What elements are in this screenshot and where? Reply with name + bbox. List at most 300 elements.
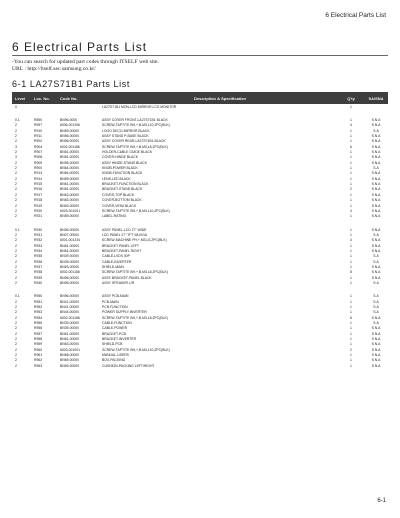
table-row bbox=[12, 139, 388, 144]
cell-code: 6002-001186 bbox=[60, 315, 80, 320]
cell-description: CABLE-INVERTER bbox=[102, 259, 132, 264]
cell-level: 3 bbox=[15, 144, 17, 149]
cell-loc: R937 bbox=[34, 264, 43, 269]
cell-description: POWER SUPPLY-INVERTER bbox=[102, 310, 147, 315]
cell-loc: R958 bbox=[34, 337, 43, 342]
cell-code: BN61-00000 bbox=[60, 248, 80, 253]
cell-sa: S.N.A bbox=[371, 358, 381, 363]
table-row bbox=[12, 133, 388, 138]
table-row bbox=[12, 155, 388, 160]
cell-level: 2 bbox=[15, 192, 17, 197]
cell-sa: S.A bbox=[373, 310, 379, 315]
cell-description: KNOB-POWER BLACK bbox=[102, 166, 138, 171]
cell-description: ASSY SPEAKER L/R bbox=[102, 280, 135, 285]
cell-qty: 1 bbox=[350, 299, 352, 304]
cell-description: HOLDER-CABLE GUIDE BLACK bbox=[102, 150, 153, 155]
cell-sa: S.A bbox=[373, 232, 379, 237]
cell-qty: 1 bbox=[350, 118, 352, 123]
cell-level: 2 bbox=[15, 214, 17, 219]
cell-sa: S.A bbox=[373, 321, 379, 326]
cell-qty: 1 bbox=[350, 280, 352, 285]
cell-description: SCREW-TAPTITE BH,+,B,M3,L8,ZPC(BLK) bbox=[102, 144, 168, 149]
cell-sa: S.N.A bbox=[371, 315, 381, 320]
cell-sa: S.A bbox=[373, 299, 379, 304]
cell-code: BN59-00000 bbox=[60, 214, 80, 219]
cell-level: 2 bbox=[15, 305, 17, 310]
cell-qty: 1 bbox=[350, 214, 352, 219]
cell-level: 2 bbox=[15, 342, 17, 347]
cell-code: BN63-00000 bbox=[60, 198, 80, 203]
cell-level: 2 bbox=[15, 123, 17, 128]
cell-description: ASSY PCB-MAIN bbox=[102, 294, 129, 299]
cell-code: 6006-001196 bbox=[60, 123, 80, 128]
cell-level: 0 bbox=[15, 104, 17, 109]
cell-code: BN96-00000 bbox=[60, 275, 80, 280]
cell-description: SCREW-TAPTITE BH,+,B,M3,L8,ZPC(BLK) bbox=[102, 270, 168, 275]
cell-description: COVER-HINGE BLACK bbox=[102, 155, 138, 160]
table-row bbox=[12, 248, 388, 253]
table-row bbox=[12, 299, 388, 304]
cell-sa: S.N.A bbox=[371, 187, 381, 192]
cell-level: 2 bbox=[15, 358, 17, 363]
cell-code: 6003-001001 bbox=[60, 208, 80, 213]
cell-description: COVER-BOTTOM BLACK bbox=[102, 198, 142, 203]
cell-qty: 1 bbox=[350, 150, 352, 155]
cell-code: BN39-00000 bbox=[60, 259, 80, 264]
cell-level: 2 bbox=[15, 315, 17, 320]
cell-qty: 1 bbox=[350, 331, 352, 336]
cell-description: CABLE-FUNCTION bbox=[102, 321, 132, 326]
cell-qty: 1 bbox=[350, 264, 352, 269]
cell-code: BN41-00000 bbox=[60, 305, 80, 310]
intro-line-2: URL : http://itself.sec.samsung.co.kr/ bbox=[12, 66, 96, 72]
cell-level: 2 bbox=[15, 182, 17, 187]
table-row bbox=[12, 219, 388, 227]
table-row bbox=[12, 326, 388, 331]
section-title: 6 Electrical Parts List bbox=[12, 40, 148, 54]
cell-sa: S.N.A bbox=[371, 171, 381, 176]
cell-code: BN63-00000 bbox=[60, 342, 80, 347]
cell-qty: 4 bbox=[350, 238, 352, 243]
cell-code: BN64-00000 bbox=[60, 171, 80, 176]
cell-qty: 1 bbox=[350, 353, 352, 358]
cell-level: 2 bbox=[15, 139, 17, 144]
cell-level: 2 bbox=[15, 331, 17, 336]
cell-level: 2 bbox=[15, 160, 17, 165]
cell-loc: R952 bbox=[34, 305, 43, 310]
cell-code: BN61-00000 bbox=[60, 182, 80, 187]
page-header-title: 6 Electrical Parts List bbox=[325, 12, 386, 19]
cell-loc: R930 bbox=[34, 227, 43, 232]
cell-description: BRACKET-PCB bbox=[102, 331, 126, 336]
cell-qty: 1 bbox=[350, 294, 352, 299]
cell-loc: R919 bbox=[34, 203, 43, 208]
table-row bbox=[12, 294, 388, 299]
cell-code: BN63-00000 bbox=[60, 203, 80, 208]
cell-description: CABLE-LVDS 30P bbox=[102, 254, 130, 259]
cell-description: BRACKET-PANEL LEFT bbox=[102, 243, 139, 248]
table-row bbox=[12, 238, 388, 243]
cell-level: 2 bbox=[15, 363, 17, 368]
cell-level: 2 bbox=[15, 128, 17, 133]
cell-description: CUSHION-PACKING LEFT/RIGHT bbox=[102, 363, 155, 368]
cell-loc: R911 bbox=[34, 134, 42, 139]
cell-code: BN61-00000 bbox=[60, 337, 80, 342]
cell-code: 6003-001001 bbox=[60, 347, 80, 352]
cell-loc: R939 bbox=[34, 275, 43, 280]
cell-qty: 6 bbox=[350, 315, 352, 320]
cell-code: BN96-00000 bbox=[60, 139, 80, 144]
table-row bbox=[12, 198, 388, 203]
cell-level: 2 bbox=[15, 353, 17, 358]
column-header-sa: SA/SNA bbox=[368, 95, 384, 101]
cell-level: 2 bbox=[15, 187, 17, 192]
cell-qty: 1 bbox=[350, 310, 352, 315]
cell-description: SCREW-TAPTITE BH,+,B,M3,L10,ZPC(BLK) bbox=[102, 123, 170, 128]
cell-qty: 1 bbox=[350, 166, 352, 171]
cell-qty: 1 bbox=[350, 203, 352, 208]
cell-code: BN68-00000 bbox=[60, 353, 80, 358]
cell-description: ASSY COVER REAR-LA27S71B1 BLACK bbox=[102, 139, 166, 144]
cell-sa: S.N.A bbox=[371, 203, 381, 208]
cell-sa: S.N.A bbox=[371, 192, 381, 197]
table-row bbox=[12, 254, 388, 259]
cell-loc: R907 bbox=[34, 150, 43, 155]
intro-text bbox=[12, 59, 159, 73]
cell-sa: S.A bbox=[373, 254, 379, 259]
cell-level: 2 bbox=[15, 254, 17, 259]
cell-sa: S.N.A bbox=[371, 134, 381, 139]
cell-description: ASSY HINGE-STAND BLACK bbox=[102, 160, 148, 165]
cell-sa: S.N.A bbox=[371, 160, 381, 165]
cell-level: 2 bbox=[15, 176, 17, 181]
column-header-description: Description & Specification bbox=[193, 95, 246, 101]
cell-level: 2 bbox=[15, 232, 17, 237]
cell-code: BN44-00000 bbox=[60, 310, 80, 315]
cell-sa: S.A bbox=[373, 166, 379, 171]
cell-loc: R890 bbox=[34, 118, 43, 123]
cell-qty: 6 bbox=[350, 144, 352, 149]
subsection-title: 6-1 LA27S71B1 Parts List bbox=[12, 79, 130, 89]
cell-level: 2 bbox=[15, 134, 17, 139]
cell-qty: 8 bbox=[350, 270, 352, 275]
cell-code: BN39-00000 bbox=[60, 326, 80, 331]
cell-description: BRACKET-PANEL RIGHT bbox=[102, 248, 142, 253]
cell-qty: 1 bbox=[350, 128, 352, 133]
cell-description: LENS-LED BLACK bbox=[102, 176, 131, 181]
table-row bbox=[12, 304, 388, 309]
cell-code: BN39-00000 bbox=[60, 321, 80, 326]
cell-sa: S.N.A bbox=[371, 270, 381, 275]
cell-qty: 1 bbox=[350, 104, 352, 109]
table-row bbox=[12, 331, 388, 336]
cell-description: BOX-PACKING bbox=[102, 358, 126, 363]
table-row bbox=[12, 275, 388, 280]
cell-loc: R909 bbox=[34, 160, 43, 165]
cell-level: 2 bbox=[15, 326, 17, 331]
cell-code: BN63-00000 bbox=[60, 264, 80, 269]
table-row bbox=[12, 214, 388, 219]
table-row bbox=[12, 270, 388, 275]
cell-qty: 1 bbox=[350, 198, 352, 203]
cell-description: SHIELD-MAIN bbox=[102, 264, 124, 269]
cell-loc: R921 bbox=[34, 214, 43, 219]
cell-loc: R955 bbox=[34, 321, 43, 326]
cell-description: MANUAL-USERS bbox=[102, 353, 129, 358]
cell-description: BRACKET-INVERTER bbox=[102, 337, 137, 342]
cell-code: 6001-001234 bbox=[60, 238, 80, 243]
cell-sa: S.N.A bbox=[371, 337, 381, 342]
cell-description: BRACKET-STAND BLACK bbox=[102, 187, 143, 192]
table-row bbox=[12, 160, 388, 165]
cell-qty: 1 bbox=[350, 134, 352, 139]
cell-code: BN07-00000 bbox=[60, 232, 80, 237]
cell-description: SCREW-MACHINE PH,+,M3,L6,ZPC(BLK) bbox=[102, 238, 167, 243]
table-header bbox=[12, 92, 388, 104]
cell-level: 2 bbox=[15, 238, 17, 243]
cell-level: 0.1 bbox=[15, 118, 20, 123]
cell-qty: 1 bbox=[350, 337, 352, 342]
table-row bbox=[12, 243, 388, 248]
column-header-code: Code No. bbox=[60, 95, 78, 101]
cell-code: BN96-00000 bbox=[60, 160, 80, 165]
cell-sa: S.N.A bbox=[371, 347, 381, 352]
cell-loc: R917 bbox=[34, 192, 43, 197]
cell-qty: 1 bbox=[350, 182, 352, 187]
cell-sa: S.A bbox=[373, 128, 379, 133]
cell-qty: 2 bbox=[350, 187, 352, 192]
table-row bbox=[12, 363, 388, 368]
cell-loc: R954 bbox=[34, 315, 43, 320]
cell-code: BN61-00000 bbox=[60, 331, 80, 336]
cell-code: BN96-0000 bbox=[60, 118, 78, 123]
cell-description: COVER-TOP BLACK bbox=[102, 192, 135, 197]
cell-sa: S.N.A bbox=[371, 248, 381, 253]
cell-loc: R904 bbox=[34, 144, 43, 149]
cell-level: 2 bbox=[15, 259, 17, 264]
cell-level: 2 bbox=[15, 280, 17, 285]
cell-loc: R902 bbox=[34, 139, 43, 144]
table-row bbox=[12, 171, 388, 176]
cell-loc: R960 bbox=[34, 347, 43, 352]
cell-level: 2 bbox=[15, 337, 17, 342]
table-row bbox=[12, 128, 388, 133]
cell-code: BN59-00000 bbox=[60, 176, 80, 181]
cell-sa: S.N.A bbox=[371, 118, 381, 123]
cell-sa: S.N.A bbox=[371, 182, 381, 187]
cell-code: BN61-00000 bbox=[60, 155, 80, 160]
cell-sa: S.N.A bbox=[371, 198, 381, 203]
cell-code: BN61-00000 bbox=[60, 187, 80, 192]
cell-code: BN69-00000 bbox=[60, 358, 80, 363]
cell-qty: 1 bbox=[350, 326, 352, 331]
table-row bbox=[12, 320, 388, 325]
cell-level: 0.1 bbox=[15, 294, 20, 299]
cell-loc: R956 bbox=[34, 326, 43, 331]
table-row bbox=[12, 149, 388, 154]
cell-description: ASSY COVER FRONT-LA27S71B1 BLACK bbox=[102, 118, 168, 123]
cell-qty: 1 bbox=[350, 232, 352, 237]
cell-qty: 1 bbox=[350, 321, 352, 326]
cell-level: 2 bbox=[15, 347, 17, 352]
cell-description: LABEL-RATING bbox=[102, 214, 127, 219]
cell-level: 2 bbox=[15, 270, 17, 275]
table-row bbox=[12, 310, 388, 315]
cell-loc: R961 bbox=[34, 353, 43, 358]
cell-description: LCD PANEL 27" TFT WUXGA bbox=[102, 232, 148, 237]
cell-loc: R914 bbox=[34, 176, 43, 181]
table-row bbox=[12, 181, 388, 186]
cell-loc: R920 bbox=[34, 208, 43, 213]
cell-qty: 1 bbox=[350, 305, 352, 310]
cell-qty: 1 bbox=[350, 358, 352, 363]
cell-loc: R959 bbox=[34, 342, 43, 347]
table-row bbox=[12, 227, 388, 232]
cell-qty: 1 bbox=[350, 275, 352, 280]
table-row bbox=[12, 264, 388, 269]
cell-qty: 1 bbox=[350, 248, 352, 253]
cell-code: BN41-00000 bbox=[60, 299, 80, 304]
cell-description: BRACKET-FUNCTION BLACK bbox=[102, 182, 149, 187]
table-row bbox=[12, 280, 388, 285]
cell-qty: 2 bbox=[350, 347, 352, 352]
cell-level: 0.1 bbox=[15, 227, 20, 232]
column-header-level: Level bbox=[15, 95, 26, 101]
cell-qty: 1 bbox=[350, 342, 352, 347]
table-row bbox=[12, 352, 388, 357]
table-row bbox=[12, 144, 388, 149]
cell-qty: 1 bbox=[350, 176, 352, 181]
cell-level: 2 bbox=[15, 310, 17, 315]
cell-qty: 1 bbox=[350, 192, 352, 197]
table-row bbox=[12, 123, 388, 128]
cell-code: BN96-00000 bbox=[60, 227, 80, 232]
cell-loc: R957 bbox=[34, 331, 43, 336]
cell-sa: S.N.A bbox=[371, 176, 381, 181]
cell-level: 2 bbox=[15, 264, 17, 269]
table-row bbox=[12, 192, 388, 197]
cell-description: ASSY PANEL-LCD 27" WIDE bbox=[102, 227, 147, 232]
cell-sa: S.N.A bbox=[371, 243, 381, 248]
table-row bbox=[12, 347, 388, 352]
cell-level: 2 bbox=[15, 248, 17, 253]
cell-qty: 4 bbox=[350, 123, 352, 128]
cell-level: 2 bbox=[15, 321, 17, 326]
cell-qty: 1 bbox=[350, 363, 352, 368]
cell-description: SCREW-TAPTITE BH,+,B,M3,L8,ZPC(BLK) bbox=[102, 315, 168, 320]
table-row bbox=[12, 165, 388, 170]
cell-loc: R933 bbox=[34, 243, 43, 248]
cell-level: 2 bbox=[15, 166, 17, 171]
cell-code: 6002-001186 bbox=[60, 144, 80, 149]
section-rule bbox=[12, 55, 388, 56]
cell-description: CABLE-POWER bbox=[102, 326, 128, 331]
cell-qty: 1 bbox=[350, 160, 352, 165]
cell-code: BN39-00000 bbox=[60, 254, 80, 259]
table-row bbox=[12, 358, 388, 363]
cell-sa: S.N.A bbox=[371, 208, 381, 213]
cell-sa: S.N.A bbox=[371, 326, 381, 331]
cell-code: BN61-00000 bbox=[60, 150, 80, 155]
cell-level: 2 bbox=[15, 203, 17, 208]
cell-loc: R962 bbox=[34, 358, 43, 363]
cell-description: PCB-MAIN bbox=[102, 299, 119, 304]
table-row bbox=[12, 259, 388, 264]
table-body bbox=[12, 104, 388, 368]
cell-description: KNOB-FUNCTION BLACK bbox=[102, 171, 143, 176]
cell-qty: 1 bbox=[350, 139, 352, 144]
cell-loc: R915 bbox=[34, 182, 43, 187]
cell-code: BN69-00000 bbox=[60, 363, 80, 368]
cell-loc: R951 bbox=[34, 299, 43, 304]
cell-level: 2 bbox=[15, 171, 17, 176]
cell-qty: 1 bbox=[350, 243, 352, 248]
cell-loc: R950 bbox=[34, 294, 43, 299]
cell-description: ASSY BRACKET-PANEL BLACK bbox=[102, 275, 152, 280]
cell-sa: S.N.A bbox=[371, 238, 381, 243]
cell-description: SCREW-TAPTITE BH,+,B,M4,L10,ZPC(BLK) bbox=[102, 347, 170, 352]
cell-sa: S.N.A bbox=[371, 150, 381, 155]
cell-loc: R938 bbox=[34, 270, 43, 275]
cell-description: COVER-VESA BLACK bbox=[102, 203, 137, 208]
cell-loc: R913 bbox=[34, 171, 43, 176]
cell-description: ASSY STAND P-BASE BLACK bbox=[102, 134, 149, 139]
table-row bbox=[12, 117, 388, 122]
table-row bbox=[12, 342, 388, 347]
cell-loc: R908 bbox=[34, 155, 43, 160]
cell-level: 2 bbox=[15, 208, 17, 213]
cell-sa: S.A bbox=[373, 280, 379, 285]
cell-sa: S.N.A bbox=[371, 275, 381, 280]
cell-description: LOGO DECO-MIRROR BLACK bbox=[102, 128, 150, 133]
intro-line-1: -You can search for updated part codes through ITSELF web site. bbox=[12, 59, 159, 65]
table-row bbox=[12, 176, 388, 181]
table-row bbox=[12, 336, 388, 341]
cell-code: BN63-00000 bbox=[60, 192, 80, 197]
cell-loc: R940 bbox=[34, 280, 43, 285]
cell-description: SCREW-TAPTITE BH,+,B,M4,L10,ZPC(BLK) bbox=[102, 208, 170, 213]
cell-sa: S.N.A bbox=[371, 214, 381, 219]
cell-code: BN64-00000 bbox=[60, 166, 80, 171]
cell-level: 2 bbox=[15, 198, 17, 203]
cell-sa: S.N.A bbox=[371, 139, 381, 144]
cell-sa: S.N.A bbox=[371, 363, 381, 368]
column-header-loc: Loc. No. bbox=[34, 95, 50, 101]
cell-code: 6002-001186 bbox=[60, 270, 80, 275]
cell-sa: S.N.A bbox=[371, 353, 381, 358]
parts-table bbox=[12, 92, 388, 368]
table-row bbox=[12, 203, 388, 208]
cell-loc: R918 bbox=[34, 198, 43, 203]
cell-loc: R910 bbox=[34, 128, 43, 133]
table-row bbox=[12, 109, 388, 117]
page-number: 6-1 bbox=[377, 498, 386, 504]
cell-description: PCB-FUNCTION bbox=[102, 305, 128, 310]
cell-loc: R900 bbox=[34, 166, 43, 171]
cell-level: 3 bbox=[15, 155, 17, 160]
cell-loc: R916 bbox=[34, 187, 43, 192]
cell-qty: 1 bbox=[350, 155, 352, 160]
cell-level: 2 bbox=[15, 299, 17, 304]
cell-sa: S.A bbox=[373, 305, 379, 310]
cell-sa: S.N.A bbox=[371, 342, 381, 347]
cell-loc: R997 bbox=[34, 123, 43, 128]
cell-level: 2 bbox=[15, 243, 17, 248]
cell-sa: S.N.A bbox=[371, 123, 381, 128]
table-row bbox=[12, 187, 388, 192]
cell-loc: R935 bbox=[34, 254, 43, 259]
cell-sa: S.N.A bbox=[371, 264, 381, 269]
